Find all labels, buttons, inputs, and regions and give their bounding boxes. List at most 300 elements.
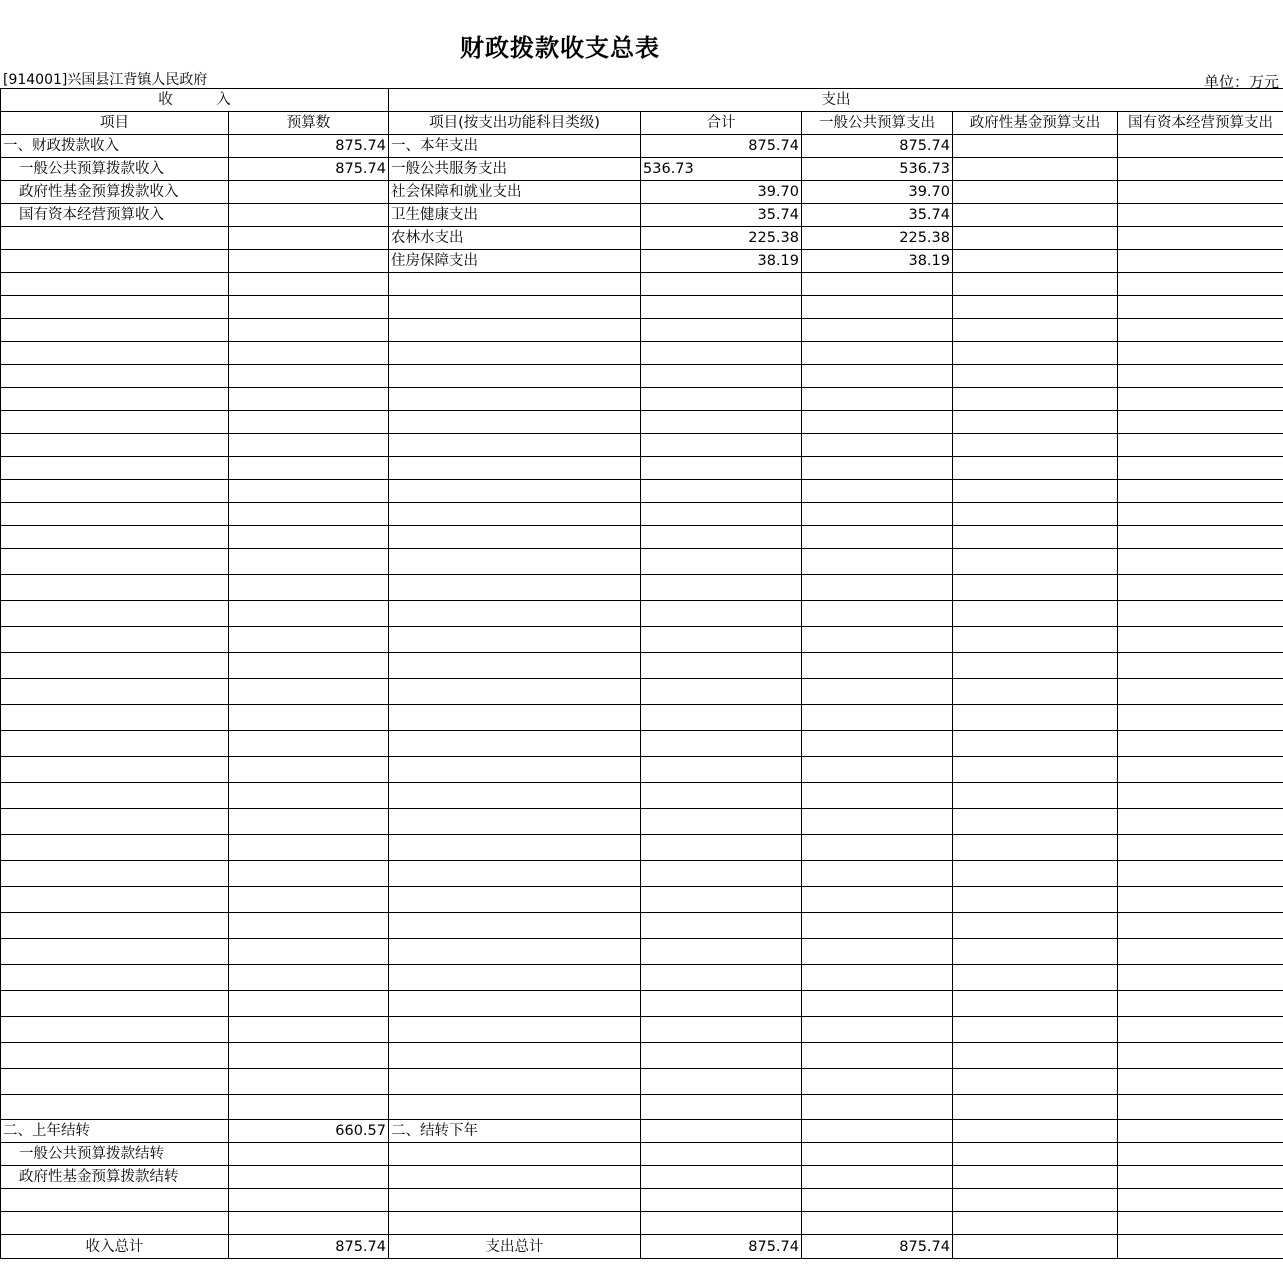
cell-expense-state-capital bbox=[1118, 411, 1283, 434]
cell-expense-fund bbox=[953, 227, 1118, 250]
group-header-row bbox=[1, 89, 1283, 112]
cell-expense-state-capital bbox=[1118, 991, 1283, 1017]
cell-expense-fund bbox=[953, 1235, 1118, 1259]
table-row bbox=[1, 319, 1283, 342]
cell-expense-general bbox=[802, 1166, 953, 1189]
cell-expense-fund bbox=[953, 503, 1118, 526]
table-row bbox=[1, 388, 1283, 411]
cell-expense-fund bbox=[953, 861, 1118, 887]
cell-expense-total bbox=[641, 503, 802, 526]
cell-income-item bbox=[1, 1017, 229, 1043]
table-row bbox=[1, 526, 1283, 549]
cell-expense-general bbox=[802, 1017, 953, 1043]
cell-expense-state-capital bbox=[1118, 1189, 1283, 1212]
table-row bbox=[1, 731, 1283, 757]
cell-expense-fund bbox=[953, 250, 1118, 273]
cell-expense-state-capital bbox=[1118, 627, 1283, 653]
cell-expense-fund bbox=[953, 835, 1118, 861]
table-row bbox=[1, 1069, 1283, 1095]
cell-expense-total bbox=[641, 575, 802, 601]
cell-expense-state-capital bbox=[1118, 757, 1283, 783]
cell-expense-state-capital bbox=[1118, 250, 1283, 273]
table-row bbox=[1, 434, 1283, 457]
cell-expense-general bbox=[802, 1069, 953, 1095]
cell-expense-item bbox=[389, 365, 641, 388]
cell-expense-total bbox=[641, 731, 802, 757]
table-row bbox=[1, 939, 1283, 965]
cell-expense-item bbox=[389, 653, 641, 679]
cell-expense-item bbox=[389, 757, 641, 783]
cell-expense-general bbox=[802, 296, 953, 319]
cell-income-item bbox=[1, 783, 229, 809]
cell-expense-state-capital bbox=[1118, 457, 1283, 480]
table-row bbox=[1, 503, 1283, 526]
cell-income-budget bbox=[229, 227, 389, 250]
cell-expense-item bbox=[389, 913, 641, 939]
cell-expense-total bbox=[641, 296, 802, 319]
cell-expense-general bbox=[802, 549, 953, 575]
cell-income-item bbox=[1, 480, 229, 503]
cell-income-budget bbox=[229, 549, 389, 575]
cell-income-item bbox=[1, 835, 229, 861]
cell-income-item bbox=[1, 809, 229, 835]
cell-expense-item bbox=[389, 601, 641, 627]
table-row bbox=[1, 342, 1283, 365]
cell-expense-item bbox=[389, 457, 641, 480]
table-row bbox=[1, 679, 1283, 705]
cell-income-item bbox=[1, 575, 229, 601]
cell-expense-fund bbox=[953, 809, 1118, 835]
cell-expense-item bbox=[389, 731, 641, 757]
cell-income-item: 国有资本经营预算收入 bbox=[1, 204, 229, 227]
cell-expense-general bbox=[802, 457, 953, 480]
cell-income-budget bbox=[229, 887, 389, 913]
cell-expense-fund bbox=[953, 939, 1118, 965]
cell-expense-fund bbox=[953, 296, 1118, 319]
cell-expense-general bbox=[802, 887, 953, 913]
cell-income-item bbox=[1, 342, 229, 365]
cell-expense-general bbox=[802, 627, 953, 653]
cell-income-item bbox=[1, 1095, 229, 1120]
cell-expense-total bbox=[641, 861, 802, 887]
table-row bbox=[1, 480, 1283, 503]
cell-expense-total bbox=[641, 913, 802, 939]
cell-income-item bbox=[1, 939, 229, 965]
cell-expense-total bbox=[641, 1143, 802, 1166]
table-row bbox=[1, 273, 1283, 296]
table-row bbox=[1, 1166, 1283, 1189]
cell-expense-total bbox=[641, 319, 802, 342]
table-row bbox=[1, 457, 1283, 480]
cell-expense-total: 536.73 bbox=[641, 158, 802, 181]
table-row bbox=[1, 135, 1283, 158]
cell-expense-total: 225.38 bbox=[641, 227, 802, 250]
cell-expense-general bbox=[802, 1095, 953, 1120]
cell-income-item: 一般公共预算拨款收入 bbox=[1, 158, 229, 181]
cell-expense-item bbox=[389, 1017, 641, 1043]
cell-income-item: 一般公共预算拨款结转 bbox=[1, 1143, 229, 1166]
cell-expense-total bbox=[641, 480, 802, 503]
cell-expense-general bbox=[802, 679, 953, 705]
cell-expense-item: 一般公共服务支出 bbox=[389, 158, 641, 181]
cell-expense-fund bbox=[953, 627, 1118, 653]
cell-expense-item bbox=[389, 319, 641, 342]
table-row bbox=[1, 601, 1283, 627]
cell-expense-general bbox=[802, 342, 953, 365]
report-title: 财政拨款收支总表 bbox=[460, 33, 660, 62]
table-row bbox=[1, 365, 1283, 388]
col-header-general-budget: 一般公共预算支出 bbox=[802, 112, 953, 135]
cell-expense-state-capital bbox=[1118, 549, 1283, 575]
cell-expense-fund bbox=[953, 757, 1118, 783]
cell-expense-general bbox=[802, 575, 953, 601]
cell-income-item bbox=[1, 965, 229, 991]
cell-expense-fund bbox=[953, 549, 1118, 575]
cell-expense-fund bbox=[953, 991, 1118, 1017]
cell-income-item bbox=[1, 227, 229, 250]
cell-expense-item bbox=[389, 342, 641, 365]
cell-income-budget bbox=[229, 965, 389, 991]
cell-expense-item bbox=[389, 526, 641, 549]
column-header-row bbox=[1, 112, 1283, 135]
cell-expense-fund bbox=[953, 181, 1118, 204]
cell-expense-state-capital bbox=[1118, 809, 1283, 835]
cell-expense-fund bbox=[953, 158, 1118, 181]
cell-expense-total bbox=[641, 653, 802, 679]
cell-expense-item: 支出总计 bbox=[389, 1235, 641, 1259]
cell-expense-general bbox=[802, 526, 953, 549]
cell-income-budget: 875.74 bbox=[229, 1235, 389, 1259]
cell-income-budget bbox=[229, 365, 389, 388]
cell-expense-state-capital bbox=[1118, 1043, 1283, 1069]
cell-expense-general bbox=[802, 809, 953, 835]
cell-expense-item: 社会保障和就业支出 bbox=[389, 181, 641, 204]
cell-expense-item bbox=[389, 388, 641, 411]
cell-expense-state-capital bbox=[1118, 679, 1283, 705]
col-header-state-capital-budget: 国有资本经营预算支出 bbox=[1118, 112, 1283, 135]
col-header-income-budget: 预算数 bbox=[229, 112, 389, 135]
cell-expense-state-capital bbox=[1118, 887, 1283, 913]
cell-expense-item: 卫生健康支出 bbox=[389, 204, 641, 227]
cell-expense-item bbox=[389, 835, 641, 861]
cell-expense-fund bbox=[953, 135, 1118, 158]
cell-income-item bbox=[1, 457, 229, 480]
cell-expense-total: 39.70 bbox=[641, 181, 802, 204]
cell-expense-total bbox=[641, 549, 802, 575]
cell-expense-fund bbox=[953, 1095, 1118, 1120]
cell-expense-item: 一、本年支出 bbox=[389, 135, 641, 158]
cell-expense-item bbox=[389, 861, 641, 887]
table-row bbox=[1, 1120, 1283, 1143]
cell-expense-state-capital bbox=[1118, 365, 1283, 388]
cell-expense-state-capital bbox=[1118, 204, 1283, 227]
cell-expense-total bbox=[641, 991, 802, 1017]
cell-expense-item bbox=[389, 575, 641, 601]
cell-expense-item bbox=[389, 1189, 641, 1212]
cell-expense-total bbox=[641, 1069, 802, 1095]
cell-expense-fund bbox=[953, 1166, 1118, 1189]
cell-expense-total bbox=[641, 1212, 802, 1235]
cell-expense-item bbox=[389, 965, 641, 991]
col-header-income-item: 项目 bbox=[1, 112, 229, 135]
cell-expense-general bbox=[802, 388, 953, 411]
cell-expense-total bbox=[641, 887, 802, 913]
cell-expense-item bbox=[389, 1069, 641, 1095]
unit-label: 单位：万元 bbox=[1203, 73, 1279, 91]
cell-income-budget bbox=[229, 1166, 389, 1189]
table-row bbox=[1, 1017, 1283, 1043]
col-header-total: 合计 bbox=[641, 112, 802, 135]
cell-expense-fund bbox=[953, 731, 1118, 757]
cell-expense-fund bbox=[953, 679, 1118, 705]
cell-income-budget bbox=[229, 835, 389, 861]
cell-income-item bbox=[1, 388, 229, 411]
cell-expense-general: 536.73 bbox=[802, 158, 953, 181]
cell-expense-fund bbox=[953, 342, 1118, 365]
cell-expense-total: 38.19 bbox=[641, 250, 802, 273]
cell-expense-item bbox=[389, 1166, 641, 1189]
cell-expense-state-capital bbox=[1118, 1143, 1283, 1166]
table-row bbox=[1, 1189, 1283, 1212]
cell-income-budget bbox=[229, 388, 389, 411]
table-row bbox=[1, 181, 1283, 204]
cell-expense-state-capital bbox=[1118, 939, 1283, 965]
cell-income-budget bbox=[229, 679, 389, 705]
cell-expense-fund bbox=[953, 601, 1118, 627]
cell-income-item bbox=[1, 887, 229, 913]
cell-income-item bbox=[1, 627, 229, 653]
cell-expense-state-capital bbox=[1118, 503, 1283, 526]
cell-expense-general: 225.38 bbox=[802, 227, 953, 250]
cell-income-budget bbox=[229, 783, 389, 809]
table-row bbox=[1, 861, 1283, 887]
cell-expense-total bbox=[641, 939, 802, 965]
cell-income-item bbox=[1, 365, 229, 388]
cell-expense-state-capital bbox=[1118, 388, 1283, 411]
table-row bbox=[1, 1235, 1283, 1259]
cell-expense-item bbox=[389, 783, 641, 809]
cell-expense-state-capital bbox=[1118, 342, 1283, 365]
cell-expense-total bbox=[641, 411, 802, 434]
table-row bbox=[1, 991, 1283, 1017]
table-row bbox=[1, 705, 1283, 731]
cell-income-item bbox=[1, 601, 229, 627]
cell-expense-total bbox=[641, 783, 802, 809]
cell-expense-fund bbox=[953, 913, 1118, 939]
cell-income-item bbox=[1, 757, 229, 783]
table-row bbox=[1, 835, 1283, 861]
cell-expense-general bbox=[802, 411, 953, 434]
table-row bbox=[1, 549, 1283, 575]
cell-income-budget bbox=[229, 181, 389, 204]
table-row bbox=[1, 1095, 1283, 1120]
cell-income-budget bbox=[229, 1095, 389, 1120]
cell-expense-general: 39.70 bbox=[802, 181, 953, 204]
cell-expense-item bbox=[389, 809, 641, 835]
cell-expense-state-capital bbox=[1118, 1166, 1283, 1189]
cell-expense-fund bbox=[953, 365, 1118, 388]
table-row bbox=[1, 913, 1283, 939]
cell-income-budget bbox=[229, 991, 389, 1017]
cell-expense-total: 875.74 bbox=[641, 135, 802, 158]
table-row bbox=[1, 575, 1283, 601]
cell-expense-item bbox=[389, 434, 641, 457]
cell-income-item bbox=[1, 1189, 229, 1212]
cell-expense-state-capital bbox=[1118, 653, 1283, 679]
cell-income-item bbox=[1, 250, 229, 273]
cell-income-item bbox=[1, 731, 229, 757]
cell-income-item bbox=[1, 653, 229, 679]
cell-income-budget bbox=[229, 1017, 389, 1043]
income-group-header: 收 入 bbox=[1, 89, 389, 112]
cell-income-item bbox=[1, 1069, 229, 1095]
cell-income-budget bbox=[229, 411, 389, 434]
cell-expense-total bbox=[641, 526, 802, 549]
cell-expense-general bbox=[802, 939, 953, 965]
cell-income-budget bbox=[229, 319, 389, 342]
cell-income-budget: 875.74 bbox=[229, 135, 389, 158]
cell-income-item bbox=[1, 679, 229, 705]
cell-expense-total bbox=[641, 1189, 802, 1212]
cell-expense-total bbox=[641, 1095, 802, 1120]
cell-expense-item bbox=[389, 939, 641, 965]
cell-expense-item bbox=[389, 705, 641, 731]
cell-expense-state-capital bbox=[1118, 526, 1283, 549]
cell-expense-state-capital bbox=[1118, 731, 1283, 757]
cell-expense-total bbox=[641, 705, 802, 731]
cell-income-item: 一、财政拨款收入 bbox=[1, 135, 229, 158]
cell-expense-item bbox=[389, 549, 641, 575]
cell-expense-general bbox=[802, 1120, 953, 1143]
cell-income-budget bbox=[229, 809, 389, 835]
cell-income-budget bbox=[229, 204, 389, 227]
col-header-expense-item: 项目(按支出功能科目类级) bbox=[389, 112, 641, 135]
cell-expense-state-capital bbox=[1118, 1095, 1283, 1120]
cell-expense-item bbox=[389, 679, 641, 705]
cell-expense-state-capital bbox=[1118, 227, 1283, 250]
cell-expense-total bbox=[641, 965, 802, 991]
cell-expense-state-capital bbox=[1118, 1212, 1283, 1235]
cell-expense-fund bbox=[953, 273, 1118, 296]
cell-income-budget bbox=[229, 342, 389, 365]
cell-expense-general bbox=[802, 480, 953, 503]
cell-income-budget bbox=[229, 1069, 389, 1095]
table-row bbox=[1, 887, 1283, 913]
cell-expense-state-capital bbox=[1118, 835, 1283, 861]
cell-expense-general: 875.74 bbox=[802, 135, 953, 158]
cell-expense-total bbox=[641, 434, 802, 457]
cell-expense-general bbox=[802, 913, 953, 939]
table-row bbox=[1, 250, 1283, 273]
cell-income-item bbox=[1, 296, 229, 319]
cell-expense-general bbox=[802, 861, 953, 887]
cell-income-budget bbox=[229, 601, 389, 627]
cell-income-item: 政府性基金预算拨款收入 bbox=[1, 181, 229, 204]
cell-expense-item: 住房保障支出 bbox=[389, 250, 641, 273]
cell-expense-general bbox=[802, 601, 953, 627]
cell-income-budget bbox=[229, 434, 389, 457]
cell-expense-state-capital bbox=[1118, 158, 1283, 181]
cell-expense-state-capital bbox=[1118, 575, 1283, 601]
cell-expense-state-capital bbox=[1118, 1017, 1283, 1043]
cell-income-item bbox=[1, 549, 229, 575]
cell-expense-state-capital bbox=[1118, 135, 1283, 158]
cell-income-budget bbox=[229, 939, 389, 965]
table-row bbox=[1, 1043, 1283, 1069]
cell-income-item bbox=[1, 411, 229, 434]
cell-expense-item bbox=[389, 887, 641, 913]
cell-expense-fund bbox=[953, 575, 1118, 601]
cell-expense-general bbox=[802, 991, 953, 1017]
cell-expense-state-capital bbox=[1118, 1120, 1283, 1143]
table-row bbox=[1, 809, 1283, 835]
col-header-fund-budget: 政府性基金预算支出 bbox=[953, 112, 1118, 135]
cell-expense-item bbox=[389, 627, 641, 653]
cell-expense-general bbox=[802, 365, 953, 388]
cell-expense-item bbox=[389, 1095, 641, 1120]
cell-expense-state-capital bbox=[1118, 913, 1283, 939]
cell-income-item: 政府性基金预算拨款结转 bbox=[1, 1166, 229, 1189]
cell-expense-item bbox=[389, 1043, 641, 1069]
cell-expense-state-capital bbox=[1118, 434, 1283, 457]
cell-income-budget bbox=[229, 1143, 389, 1166]
cell-expense-total bbox=[641, 273, 802, 296]
cell-expense-item bbox=[389, 411, 641, 434]
cell-expense-fund bbox=[953, 411, 1118, 434]
cell-expense-total bbox=[641, 1120, 802, 1143]
cell-expense-fund bbox=[953, 1212, 1118, 1235]
cell-expense-fund bbox=[953, 1043, 1118, 1069]
table-row bbox=[1, 627, 1283, 653]
cell-expense-fund bbox=[953, 480, 1118, 503]
table-row bbox=[1, 1212, 1283, 1235]
cell-expense-general bbox=[802, 783, 953, 809]
cell-income-budget bbox=[229, 653, 389, 679]
cell-income-item bbox=[1, 861, 229, 887]
cell-expense-fund bbox=[953, 457, 1118, 480]
table-row bbox=[1, 1143, 1283, 1166]
cell-expense-total bbox=[641, 1166, 802, 1189]
cell-expense-fund bbox=[953, 526, 1118, 549]
cell-expense-item bbox=[389, 273, 641, 296]
cell-income-budget: 660.57 bbox=[229, 1120, 389, 1143]
cell-expense-item bbox=[389, 1143, 641, 1166]
cell-expense-state-capital bbox=[1118, 1069, 1283, 1095]
cell-income-budget bbox=[229, 1189, 389, 1212]
cell-expense-fund bbox=[953, 887, 1118, 913]
cell-expense-total bbox=[641, 809, 802, 835]
cell-expense-total bbox=[641, 679, 802, 705]
cell-expense-total: 875.74 bbox=[641, 1235, 802, 1259]
cell-expense-state-capital bbox=[1118, 273, 1283, 296]
cell-expense-item bbox=[389, 296, 641, 319]
cell-expense-item bbox=[389, 1212, 641, 1235]
cell-expense-state-capital bbox=[1118, 601, 1283, 627]
cell-income-budget bbox=[229, 627, 389, 653]
cell-income-budget bbox=[229, 575, 389, 601]
cell-expense-general bbox=[802, 731, 953, 757]
cell-expense-total bbox=[641, 457, 802, 480]
table-row bbox=[1, 158, 1283, 181]
cell-expense-fund bbox=[953, 1189, 1118, 1212]
cell-expense-general bbox=[802, 1143, 953, 1166]
cell-expense-general bbox=[802, 1043, 953, 1069]
cell-expense-total bbox=[641, 365, 802, 388]
table-row bbox=[1, 653, 1283, 679]
cell-expense-general bbox=[802, 965, 953, 991]
cell-income-budget bbox=[229, 480, 389, 503]
cell-expense-fund bbox=[953, 388, 1118, 411]
